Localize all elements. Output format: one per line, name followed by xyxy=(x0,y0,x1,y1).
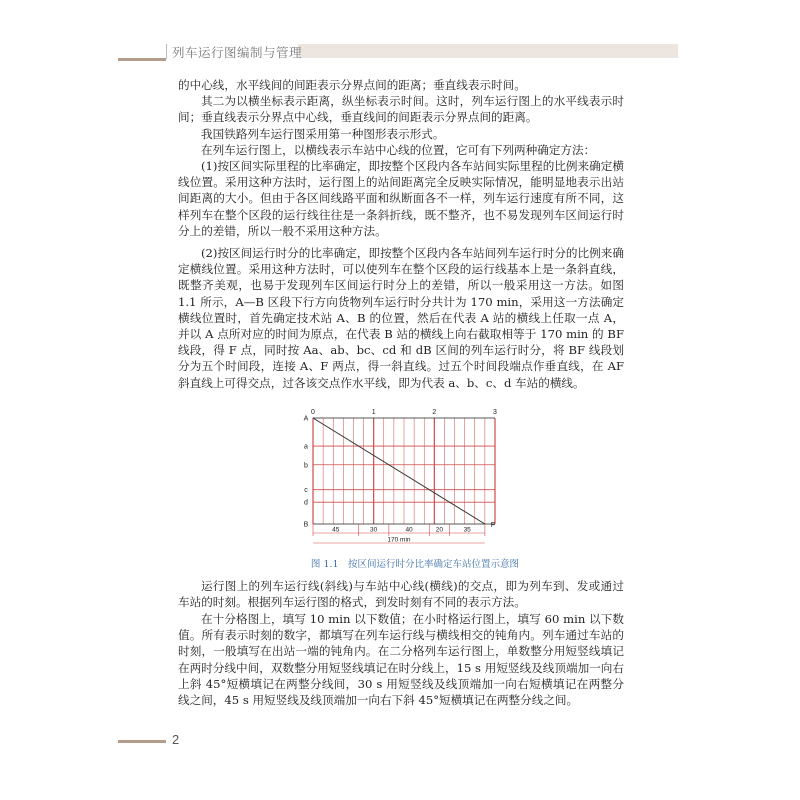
figure-caption: 图 1.1 按区间运行时分比率确定车站位置示意图 xyxy=(310,559,520,570)
hour-label: 3 xyxy=(493,409,497,416)
station-label: b xyxy=(304,462,308,470)
header-band xyxy=(298,44,678,58)
running-diagram xyxy=(298,404,528,554)
segment-label: 30 xyxy=(370,526,378,534)
station-label: a xyxy=(304,443,308,451)
end-label: F xyxy=(490,522,496,529)
hour-label: 2 xyxy=(432,409,437,416)
station-label: B xyxy=(303,521,309,529)
paragraph-5: (1)按区间实际里程的比率确定，即按整个区段内各车站间实际里程的比例来确定横线位置。采用这种方法时，运行图上的站间距离完全反映实际情况，能明显地表示出站间距离的大小。但由于各区间线路平面和纵断面各不一样，列车运行速度有所不同，这样列车在整个区段的运行线往往是一条斜折线，既不整齐，也不易发现列车区间运行时分上的差错，所以一般不采用这种方法。 xyxy=(178,159,624,238)
hour-label: 0 xyxy=(311,409,315,416)
segment-label: 45 xyxy=(332,526,340,534)
hour-label: 1 xyxy=(371,409,376,416)
paragraph-1: 的中心线，水平线间的间距表示分界点间的距离；垂直线表示时间。 xyxy=(178,78,526,92)
book-title: 列车运行图编制与管理 xyxy=(172,45,303,60)
paragraph-6: (2)按区间运行时分的比率确定，即按整个区段内各车站间列车运行时分的比例来确定横线位置。采用这种方法时，可以使列车在整个区段的运行线基本上是一条斜直线，既整齐美观，也易于发现列车区间运行时分上的差错，所以一般采用这一方法。如图 1.1 所示，A—B 区段下行方向货物列车运行时分共计为 170 min，采用这一方法确定横线位置时，首先确定技术站 A、B 的位置，然后在代表 A 站的横线上任取一点 A，并以 A 点所对应的时间为原点，在代表 B 站的横线上向右截取相等于 170 min 的 BF 线段，得 F 点，同时按 Aa、ab、bc、cd 和 dB 区间的列车运行时分，将 BF 线段划分为五个时间段，连接 A、F 两点，得一斜直线。过五个时间段端点作垂直线，在 AF 斜直线上可得交点，过各该交点作水平线，即为代表 a、b、c、d 车站的横线。 xyxy=(178,246,624,390)
paragraph-7: 运行图上的列车运行线(斜线)与车站中心线(横线)的交点，即为列车到、发或通过车站的时刻。根据列车运行图的格式，到发时刻有不同的表示方法。 xyxy=(178,579,624,610)
total-label: 170 min xyxy=(387,536,411,544)
header-stripe xyxy=(118,58,166,61)
paragraph-4: 在列车运行图上，以横线表示车站中心线的位置，它可有下列两种确定方法： xyxy=(201,143,596,157)
segment-label: 20 xyxy=(435,526,444,534)
train-path-line xyxy=(313,418,485,524)
paragraph-2: 其二为以横坐标表示距离，纵坐标表示时间。这时，列车运行图上的水平线表示时间；垂直线表示分界点中心线，垂直线间的间距表示分界点间的距离。 xyxy=(178,94,624,125)
station-label: A xyxy=(303,415,309,423)
station-label: d xyxy=(304,499,308,507)
diagram-labels xyxy=(304,409,497,544)
paragraph-8: 在十分格图上，填写 10 min 以下数值；在小时格运行图上，填写 60 min 以下数值。所有表示时刻的数字，都填写在列车运行线与横线相交的钝角内。列车通过车站的时刻，一般填写在出站一端的钝角内。在二分格列车运行图上，单数整分用短竖线填记在两时分线中间，双数整分用短竖线填记在时分线上，15 s 用短竖线及线顶端加一向右上斜 45°短横填记在两整分线间，30 s 用短竖线及线顶端加一向右短横填记在两整分线之间，45 s 用短竖线及线顶端加一向右下斜 45°短横填记在两整分线之间。 xyxy=(178,612,624,708)
header-separator xyxy=(166,44,167,59)
diagram-grid xyxy=(313,418,495,543)
segment-label: 35 xyxy=(463,526,471,534)
paragraph-3: 我国铁路列车运行图采用第一种图形表示形式。 xyxy=(201,127,445,141)
segment-label: 40 xyxy=(405,526,413,534)
page-number: 2 xyxy=(172,732,180,747)
figure-1-1 xyxy=(298,404,528,554)
footer-stripe xyxy=(118,740,166,743)
station-label: c xyxy=(304,487,308,495)
